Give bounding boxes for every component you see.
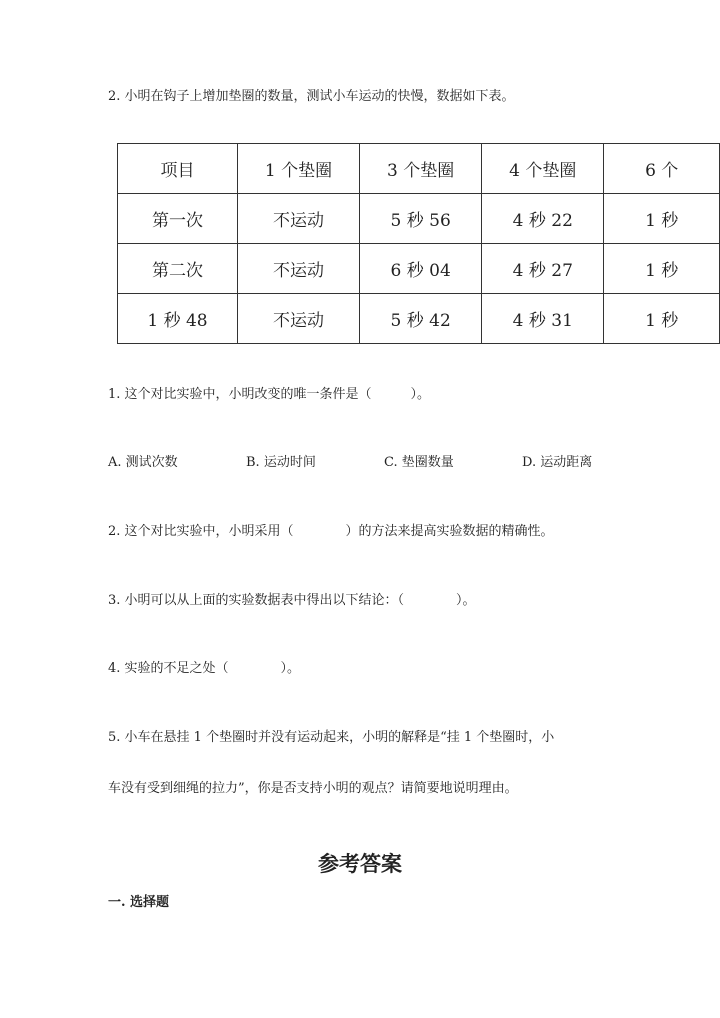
table-cell: 第二次 <box>118 244 238 294</box>
sub-question-5-line-1: 5. 小车在悬挂 1 个垫圈时并没有运动起来，小明的解释是“挂 1 个垫圈时，小 <box>108 730 555 745</box>
question-intro: 2. 小明在钩子上增加垫圈的数量，测试小车运动的快慢，数据如下表。 <box>108 89 515 104</box>
sub-question-2: 2. 这个对比实验中，小明采用（ ）的方法来提高实验数据的精确性。 <box>108 524 554 539</box>
table-row <box>118 244 720 294</box>
table-cell: 5 秒 42 <box>360 294 482 344</box>
answer-title: 参考答案 <box>318 851 402 876</box>
table-header-cell: 4 个垫圈 <box>482 144 604 194</box>
table-row <box>118 194 720 244</box>
table-cell: 1 秒 <box>604 294 720 344</box>
option-a: A. 测试次数 <box>108 455 178 470</box>
table-cell: 不运动 <box>237 194 359 244</box>
table-header-cell: 1 个垫圈 <box>237 144 359 194</box>
table-header-cell: 6 个 <box>604 144 720 194</box>
table-row <box>118 294 720 344</box>
table-header-cell: 3 个垫圈 <box>360 144 482 194</box>
table-cell: 4 秒 31 <box>482 294 604 344</box>
sub-question-1: 1. 这个对比实验中，小明改变的唯一条件是（ ）。 <box>108 387 431 402</box>
table-cell: 1 秒 48 <box>118 294 238 344</box>
table-cell: 4 秒 27 <box>482 244 604 294</box>
table-cell: 1 秒 <box>604 244 720 294</box>
table-cell: 不运动 <box>237 244 359 294</box>
table-cell: 1 秒 <box>604 194 720 244</box>
table-header-row <box>118 144 720 194</box>
table-cell: 5 秒 56 <box>360 194 482 244</box>
sub-question-3: 3. 小明可以从上面的实验数据表中得出以下结论：（ ）。 <box>108 593 476 608</box>
option-c: C. 垫圈数量 <box>384 455 454 470</box>
data-table <box>117 143 720 344</box>
section-title: 一. 选择题 <box>108 895 170 910</box>
table-cell: 4 秒 22 <box>482 194 604 244</box>
sub-question-5-line-2: 车没有受到细绳的拉力”，你是否支持小明的观点？请简要地说明理由。 <box>108 781 518 796</box>
table-cell: 第一次 <box>118 194 238 244</box>
table-cell: 不运动 <box>237 294 359 344</box>
sub-question-4: 4. 实验的不足之处（ ）。 <box>108 661 301 676</box>
option-b: B. 运动时间 <box>246 455 316 470</box>
table-header-cell: 项目 <box>118 144 238 194</box>
table-cell: 6 秒 04 <box>360 244 482 294</box>
option-d: D. 运动距离 <box>522 455 593 470</box>
